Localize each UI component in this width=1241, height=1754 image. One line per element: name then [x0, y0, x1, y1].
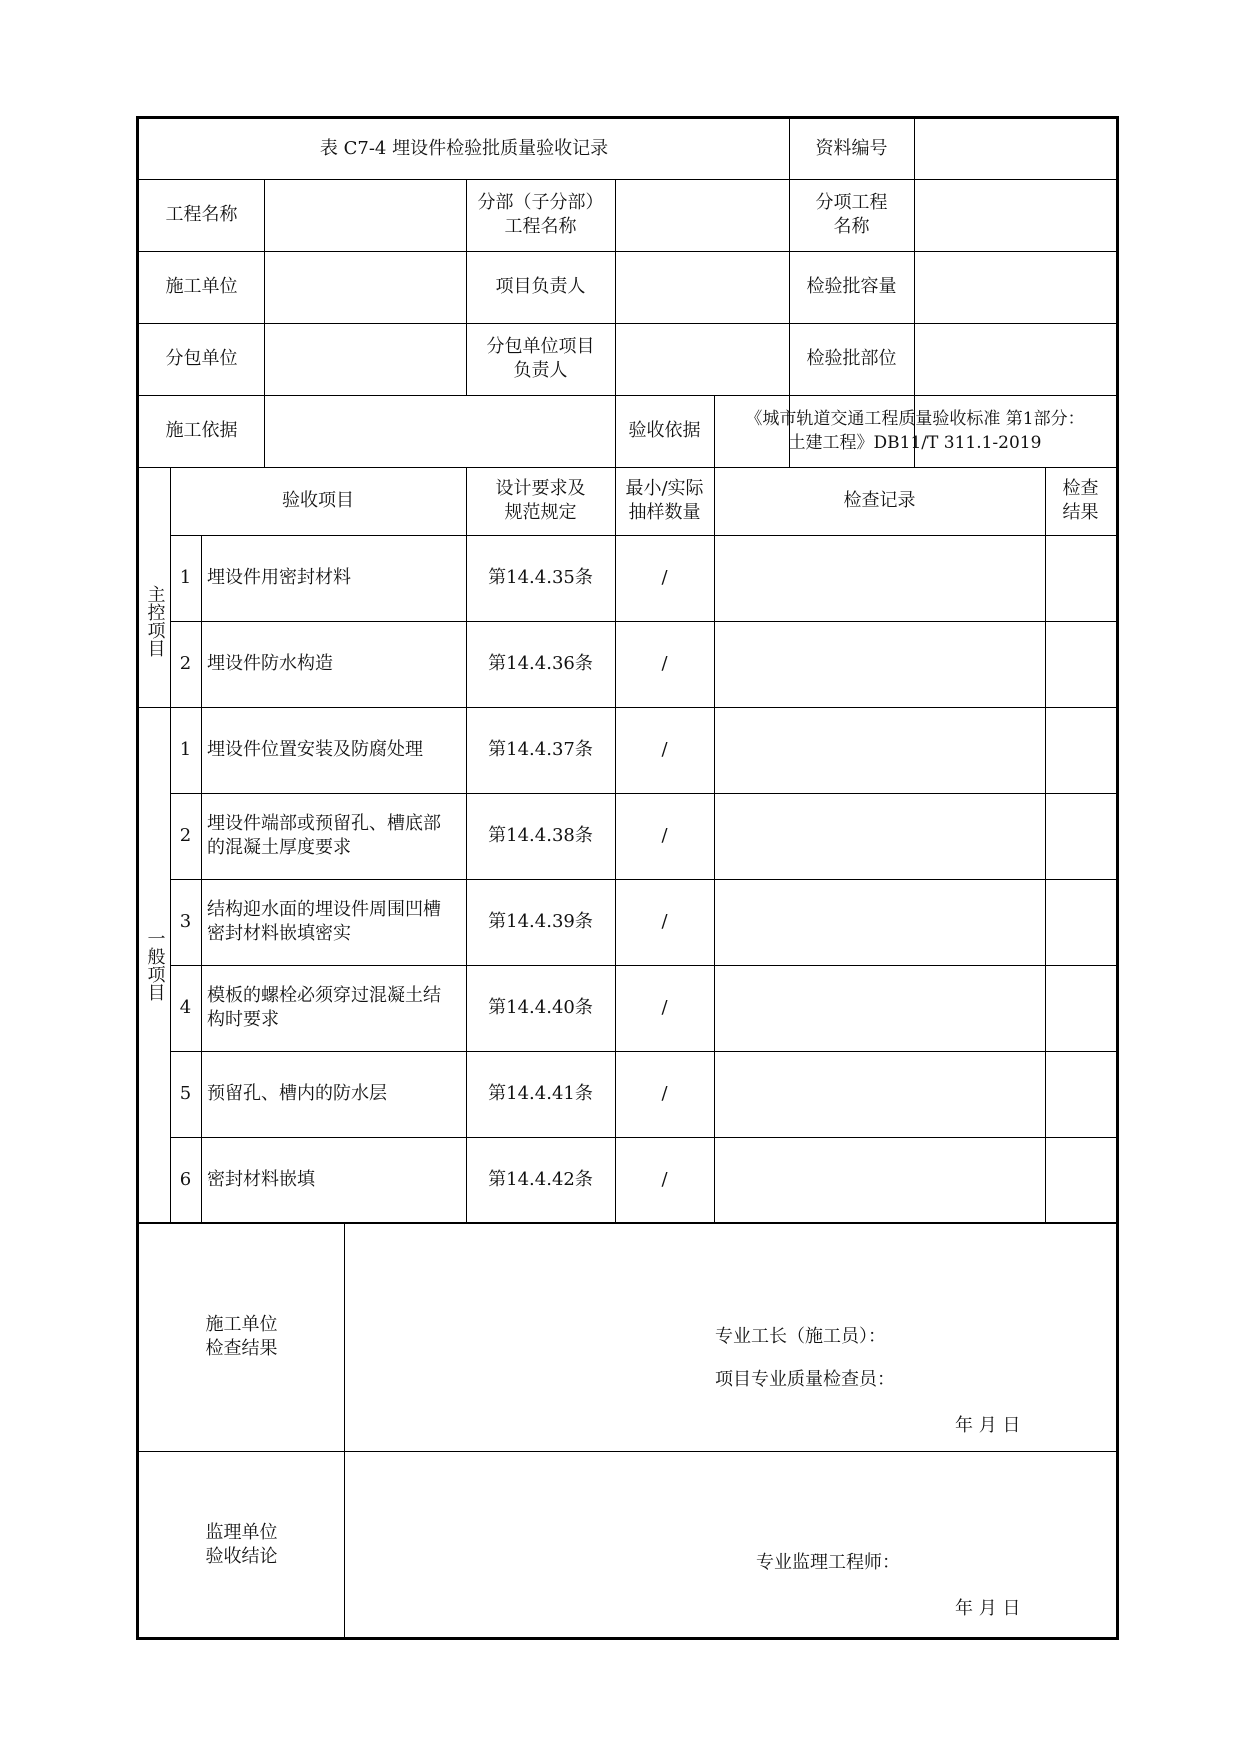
divider [344, 1222, 345, 1637]
row-item: 埋设件防水构造 [207, 653, 333, 674]
sub-item-field[interactable] [914, 179, 1116, 251]
sub-division-label: 分部（子分部） 工程名称 [477, 192, 604, 237]
construction-basis-field[interactable] [264, 395, 615, 467]
row-clause: 第14.4.36条 [488, 653, 593, 674]
row-number: 6 [179, 1168, 192, 1190]
doc-no-label: 资料编号 [815, 138, 888, 159]
project-name-label: 工程名称 [165, 204, 238, 225]
project-name-field[interactable] [264, 179, 466, 251]
row-record-field[interactable] [714, 707, 1045, 793]
row-item: 模板的螺栓必须穿过混凝土结 构时要求 [207, 985, 441, 1030]
divider [201, 535, 202, 1222]
row-clause: 第14.4.41条 [488, 1083, 593, 1104]
foreman-signature-label: 专业工长（施工员）： [715, 1326, 886, 1347]
row-sampling[interactable]: / [661, 1168, 668, 1190]
construction-basis-label: 施工依据 [165, 420, 238, 441]
row-result-field[interactable] [1045, 1051, 1116, 1137]
row-record-field[interactable] [714, 965, 1045, 1051]
row-item: 密封材料嵌填 [207, 1168, 315, 1190]
batch-part-label: 检验批部位 [806, 348, 897, 369]
column-header-requirement: 设计要求及 规范规定 [495, 478, 586, 523]
subcontractor-label: 分包单位 [165, 348, 238, 369]
row-result-field[interactable] [1045, 793, 1116, 879]
row-item: 埋设件用密封材料 [207, 567, 351, 588]
row-item: 埋设件端部或预留孔、槽底部 的混凝土厚度要求 [207, 813, 441, 858]
form-title: 表 C7-4 埋设件检验批质量验收记录 [319, 138, 609, 159]
column-header-record: 检查记录 [843, 490, 916, 511]
row-sampling[interactable]: / [661, 997, 668, 1018]
row-clause: 第14.4.42条 [488, 1168, 593, 1190]
row-clause: 第14.4.40条 [488, 997, 593, 1018]
row-result-field[interactable] [1045, 965, 1116, 1051]
general-section-label: 一般项目 [144, 928, 166, 1001]
contractor-label: 施工单位 [165, 276, 238, 297]
contractor-date-label: 年 月 日 [955, 1415, 1021, 1436]
row-result-field[interactable] [1045, 879, 1116, 965]
row-clause: 第14.4.35条 [488, 567, 593, 588]
row-clause: 第14.4.39条 [488, 911, 593, 932]
project-lead-field[interactable] [615, 251, 789, 323]
supervisor-date-label: 年 月 日 [955, 1598, 1021, 1619]
contractor-field[interactable] [264, 251, 466, 323]
row-number: 1 [179, 739, 192, 760]
row-number: 5 [179, 1083, 192, 1104]
row-number: 2 [179, 825, 192, 846]
row-record-field[interactable] [714, 621, 1045, 707]
batch-capacity-field[interactable] [914, 251, 1116, 323]
row-sampling[interactable]: / [661, 567, 668, 588]
sub-lead-label: 分包单位项目 负责人 [486, 336, 595, 381]
doc-no-field[interactable] [914, 119, 1116, 179]
column-header-item: 验收项目 [282, 490, 354, 511]
row-result-field[interactable] [1045, 621, 1116, 707]
row-sampling[interactable]: / [661, 911, 668, 932]
row-result-field[interactable] [1045, 1137, 1116, 1222]
row-result-field[interactable] [1045, 535, 1116, 621]
row-number: 1 [179, 567, 192, 588]
row-number: 4 [179, 997, 192, 1018]
row-record-field[interactable] [714, 535, 1045, 621]
acceptance-basis-value: 《城市轨道交通工程质量验收标准 第1部分： 土建工程》DB11/T 311.1-2019 [745, 409, 1085, 453]
column-header-sampling: 最小/实际 抽样数量 [625, 478, 704, 523]
main-control-section-label: 主控项目 [144, 585, 166, 657]
row-record-field[interactable] [714, 1137, 1045, 1222]
row-clause: 第14.4.37条 [488, 739, 593, 760]
project-lead-label: 项目负责人 [495, 276, 586, 297]
batch-part-field[interactable] [914, 323, 1116, 395]
row-sampling[interactable]: / [661, 653, 668, 674]
batch-capacity-label: 检验批容量 [806, 276, 897, 297]
row-record-field[interactable] [714, 1051, 1045, 1137]
row-result-field[interactable] [1045, 707, 1116, 793]
row-sampling[interactable]: / [661, 1083, 668, 1104]
quality-inspector-signature-label: 项目专业质量检查员： [715, 1369, 895, 1390]
row-item: 预留孔、槽内的防水层 [207, 1083, 387, 1104]
row-sampling[interactable]: / [661, 825, 668, 846]
row-number: 3 [179, 911, 192, 932]
column-header-result: 检查 结果 [1062, 478, 1099, 523]
contractor-check-label: 施工单位 检查结果 [205, 1314, 278, 1359]
row-clause: 第14.4.38条 [488, 825, 593, 846]
sub-lead-field[interactable] [615, 323, 789, 395]
supervisor-check-label: 监理单位 验收结论 [205, 1521, 278, 1567]
row-item: 结构迎水面的埋设件周围凹槽 密封材料嵌填密实 [207, 899, 441, 944]
row-number: 2 [179, 653, 192, 674]
subcontractor-field[interactable] [264, 323, 466, 395]
row-record-field[interactable] [714, 879, 1045, 965]
sub-item-label: 分项工程 名称 [815, 192, 888, 237]
row-record-field[interactable] [714, 793, 1045, 879]
row-item: 埋设件位置安装及防腐处理 [207, 739, 423, 760]
acceptance-basis-label: 验收依据 [628, 420, 701, 441]
sub-division-field[interactable] [615, 179, 789, 251]
row-sampling[interactable]: / [661, 739, 668, 760]
inspection-form [136, 116, 1119, 1640]
supervisor-engineer-signature-label: 专业监理工程师： [756, 1552, 900, 1573]
